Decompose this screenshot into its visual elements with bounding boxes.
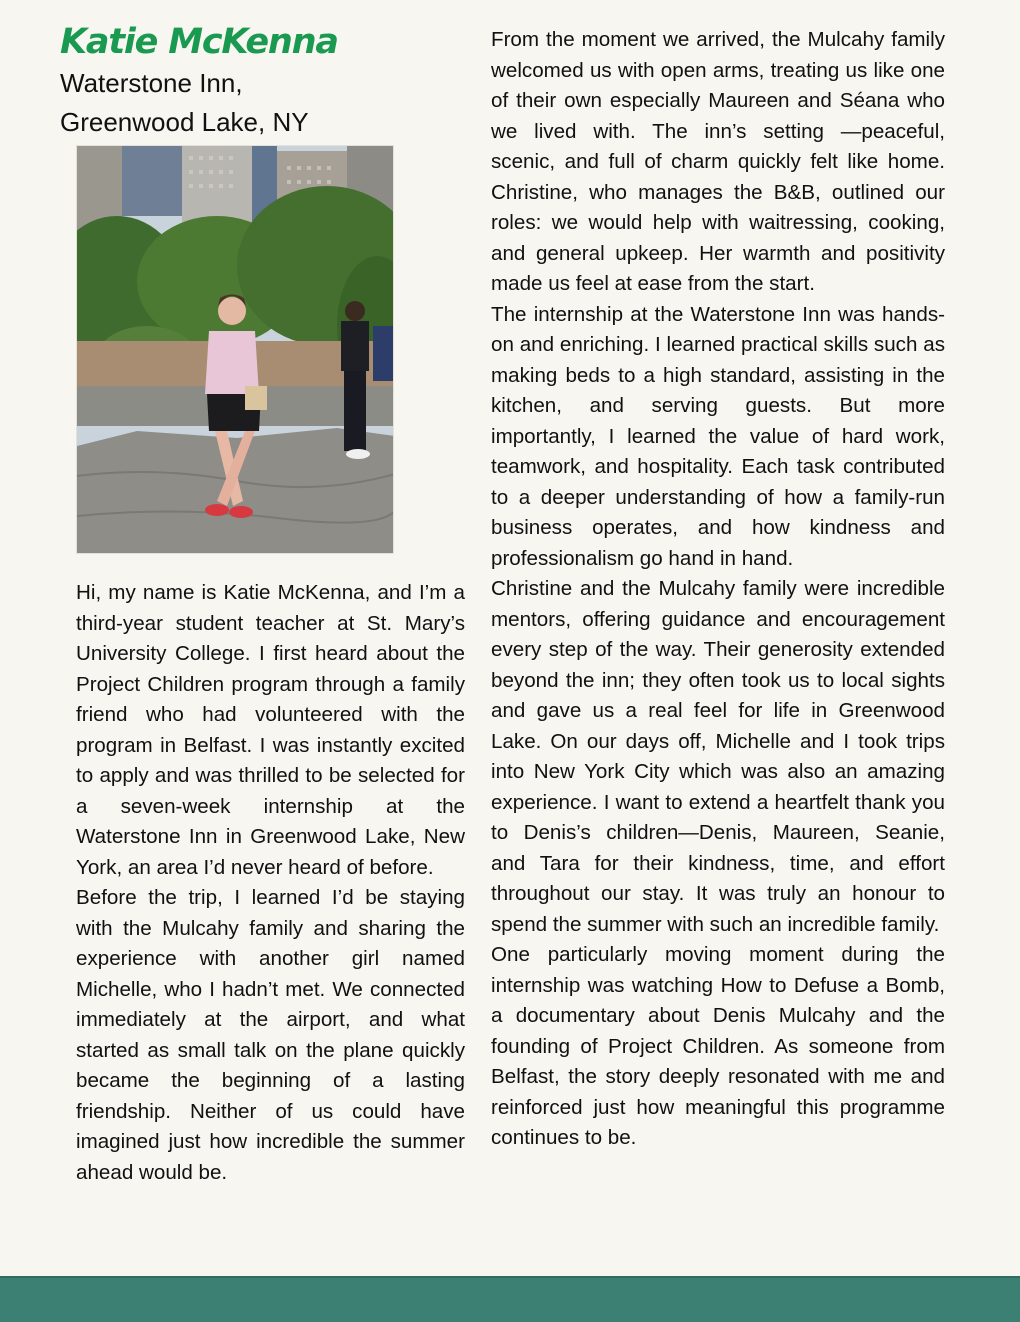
author-name: Katie McKenna bbox=[60, 22, 338, 62]
footer-band bbox=[0, 1276, 1020, 1322]
right-column-text bbox=[491, 25, 945, 1154]
photo-illustration bbox=[77, 146, 394, 554]
location-line-1: Waterstone Inn, bbox=[60, 68, 243, 98]
article-header bbox=[60, 20, 440, 142]
paragraph: Hi, my name is Katie McKenna, and I’m a third-year student teacher at St. Mary’s University College. I first heard about the Project Children program through a family friend who had volunteered with the program in Belfast. I was instantly excited to apply and was thrilled to be selected for a seven-week internship at the Waterstone Inn in Greenwood Lake, New York, an area I’d never heard of before. bbox=[76, 581, 465, 879]
paragraph: Before the trip, I learned I’d be staying with the Mulcahy family and sharing the experience with another girl named Michelle, who I hadn’t met. We connected immediately at the airport, and what started as small talk on the plane quickly became the beginning of a lasting friendship. Neither of us could have imagined just how incredible the summer ahead would be. bbox=[76, 886, 465, 1184]
left-column-text bbox=[76, 578, 465, 1188]
paragraph: From the moment we arrived, the Mulcahy family welcomed us with open arms, treating us like one of their own especially Maureen and Séana who we lived with. The inn’s setting —peaceful, scenic, and full of charm quickly felt like home. Christine, who manages the B&B, outlined our roles: we would help with waitressing, cooking, and general upkeep. Her warmth and positivity made us feel at ease from the start. bbox=[491, 28, 945, 295]
paragraph: Christine and the Mulcahy family were incredible mentors, offering guidance and encouragement every step of the way. Their generosity extended beyond the inn; they often took us to local sights and gave us a real feel for life in Greenwood Lake. On our days off, Michelle and I took trips into New York City which was also an amazing experience. I want to extend a heartfelt thank you to Denis’s children—Denis, Maureen, Seanie, and Tara for their kindness, time, and effort throughout our stay. It was truly an honour to spend the summer with such an incredible family. bbox=[491, 577, 945, 936]
paragraph: One particularly moving moment during the internship was watching How to Defuse a Bomb, a documentary about Denis Mulcahy and the founding of Project Children. As someone from Belfast, the story deeply resonated with me and reinforced just how meaningful this programme continues to be. bbox=[491, 943, 945, 1149]
location-line-2: Greenwood Lake, NY bbox=[60, 107, 309, 137]
paragraph: The internship at the Waterstone Inn was hands-on and enriching. I learned practical skills such as making beds to a high standard, assisting in the kitchen, and serving guests. But more importantly, I learned the value of hard work, teamwork, and hospitality. Each task contributed to a deeper understanding of how a family-run business operates, and how kindness and professionalism go hand in hand. bbox=[491, 302, 945, 570]
profile-photo bbox=[76, 145, 394, 554]
